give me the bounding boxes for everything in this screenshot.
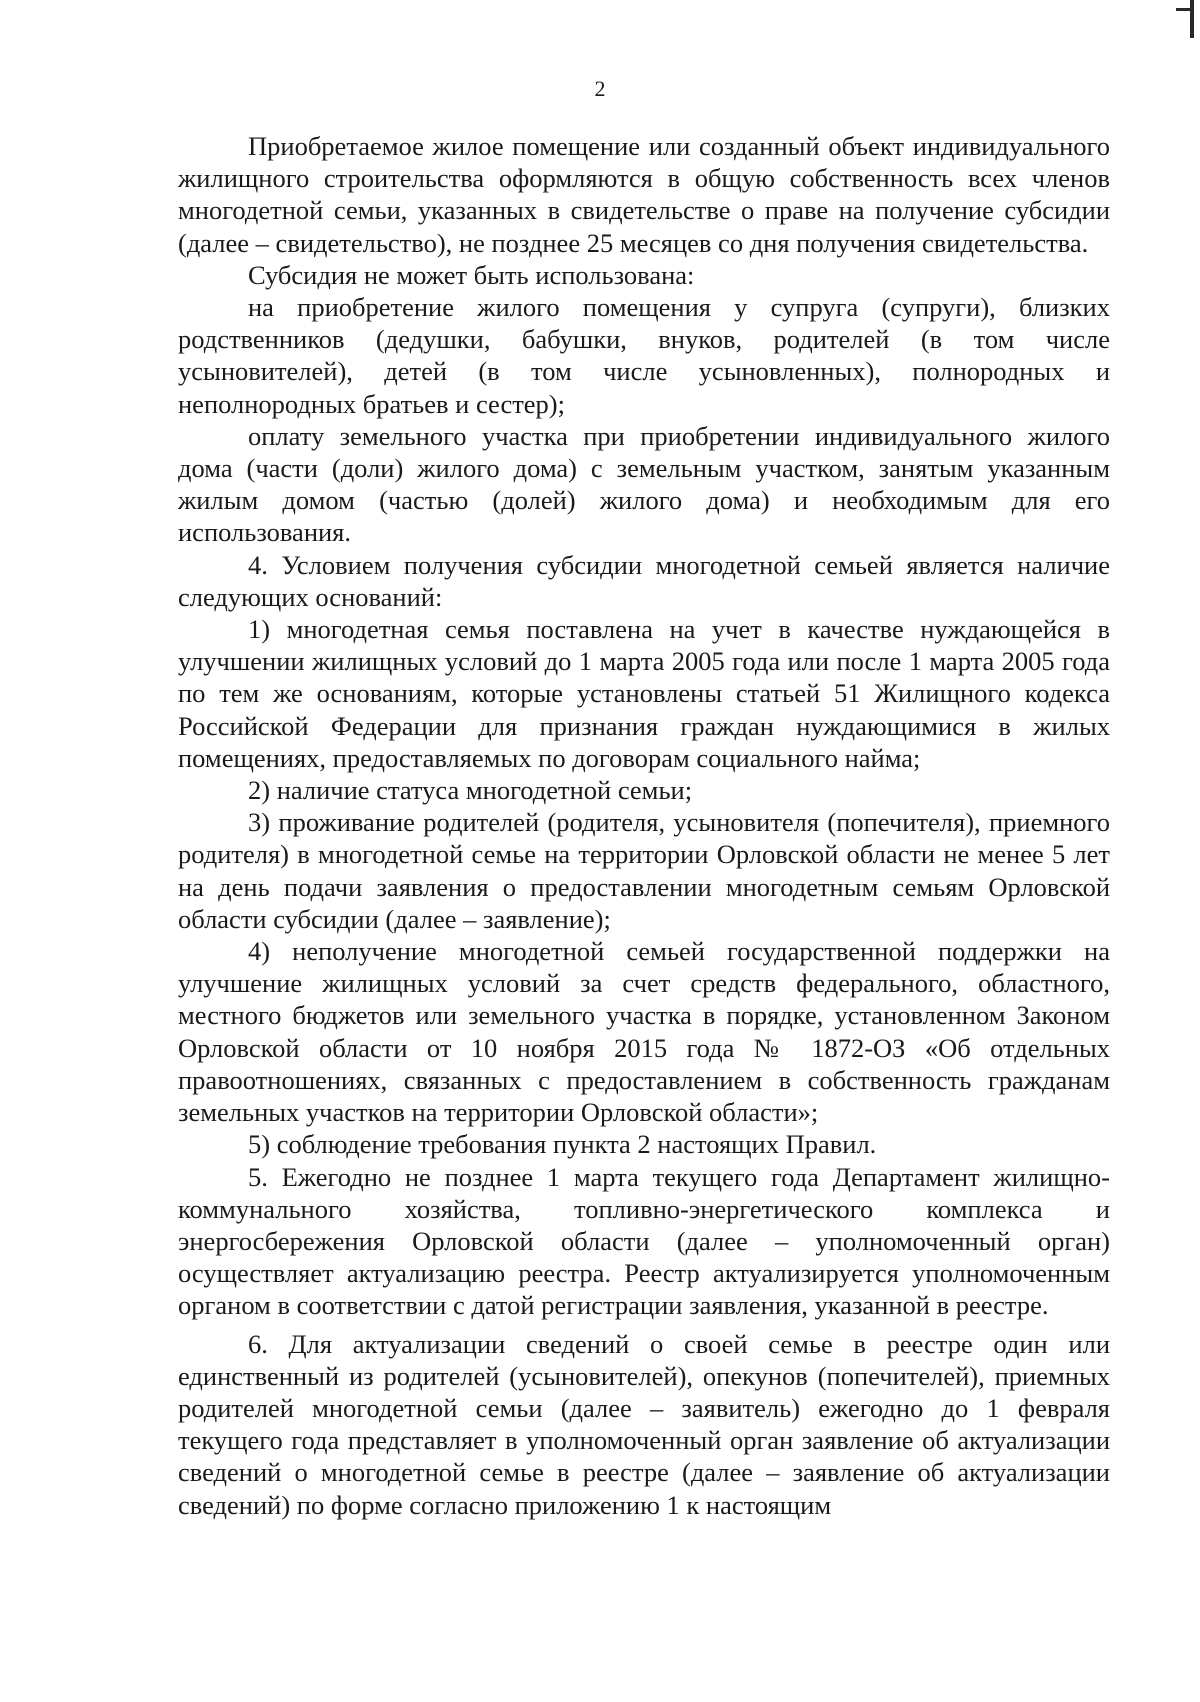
- paragraph-section-4-conditions: 4. Условием получения субсидии многодетной семьей является наличие следующих оснований:: [178, 549, 1110, 612]
- paragraph-subsidy-restrictions-intro: Субсидия не может быть использована:: [248, 259, 695, 290]
- paragraph-restriction-relatives: на приобретение жилого помещения у супруга (супруги), близких родственников (дедушки, бабушки, внуков, родителей (в том числе усыновителей), детей (в том числе усыновленных), полнородных и неполнородных братьев и сестер);: [178, 292, 1110, 419]
- scan-edge-mark: [1190, 0, 1194, 38]
- paragraph-section-6-applicant: 6. Для актуализации сведений о своей семье в реестре один или единственный из родителей (усыновителей), опекунов (попечителей), приемных родителей многодетной семьи (далее – заявитель) ежегодно до 1 февраля текущего года представляет в уполномоченный орган заявление об актуализации сведений о многодетной семье в реестре (далее – заявление об актуализации сведений) по форме согласно приложению 1 к настоящим: [178, 1328, 1110, 1520]
- paragraph-condition-3: 3) проживание родителей (родителя, усыновителя (попечителя), приемного родителя) в многодетной семье на территории Орловской области не менее 5 лет на день подачи заявления о предоставлении многодетным семьям Орловской области субсидии (далее – заявление);: [178, 807, 1110, 934]
- document-body: [178, 130, 1110, 1521]
- page-number: 2: [594, 76, 606, 101]
- paragraph-condition-4: 4) неполучение многодетной семьей государственной поддержки на улучшение жилищных условий за счет средств федерального, областного, местного бюджетов или земельного участка в порядке, установленном Законом Орловской области от 10 ноября 2015 года № 1872-ОЗ «Об отдельных правоотношениях, связанных с предоставлением в собственность гражданам земельных участков на территории Орловской области»;: [178, 936, 1110, 1128]
- paragraph-condition-5: 5) соблюдение требования пункта 2 настоящих Правил.: [248, 1129, 877, 1160]
- paragraph-section-5-registry-update: 5. Ежегодно не позднее 1 марта текущего года Департамент жилищно-коммунального хозяйства, топливно-энергетического комплекса и энергосбережения Орловской области (далее – уполномоченный орган) осуществляет актуализацию реестра. Реестр актуализируется уполномоченным органом в соответствии с датой регистрации заявления, указанной в реестре.: [178, 1161, 1110, 1321]
- paragraph-property-registration: Приобретаемое жилое помещение или созданный объект индивидуального жилищного строительства оформляются в общую собственность всех членов многодетной семьи, указанных в свидетельстве о праве на получение субсидии (далее – свидетельство), не позднее 25 месяцев со дня получения свидетельства.: [178, 131, 1110, 258]
- paragraph-condition-1: 1) многодетная семья поставлена на учет в качестве нуждающейся в улучшении жилищных условий до 1 марта 2005 года или после 1 марта 2005 года по тем же основаниям, которые установлены статьей 51 Жилищного кодекса Российской Федерации для признания граждан нуждающимися в жилых помещениях, предоставляемых по договорам социального найма;: [178, 614, 1110, 773]
- paragraph-condition-2: 2) наличие статуса многодетной семьи;: [248, 775, 693, 806]
- paragraph-restriction-land-plot: оплату земельного участка при приобретении индивидуального жилого дома (части (доли) жилого дома) с земельным участком, занятым указанным жилым домом (частью (долей) жилого дома) и необходимым для его использования.: [178, 420, 1110, 548]
